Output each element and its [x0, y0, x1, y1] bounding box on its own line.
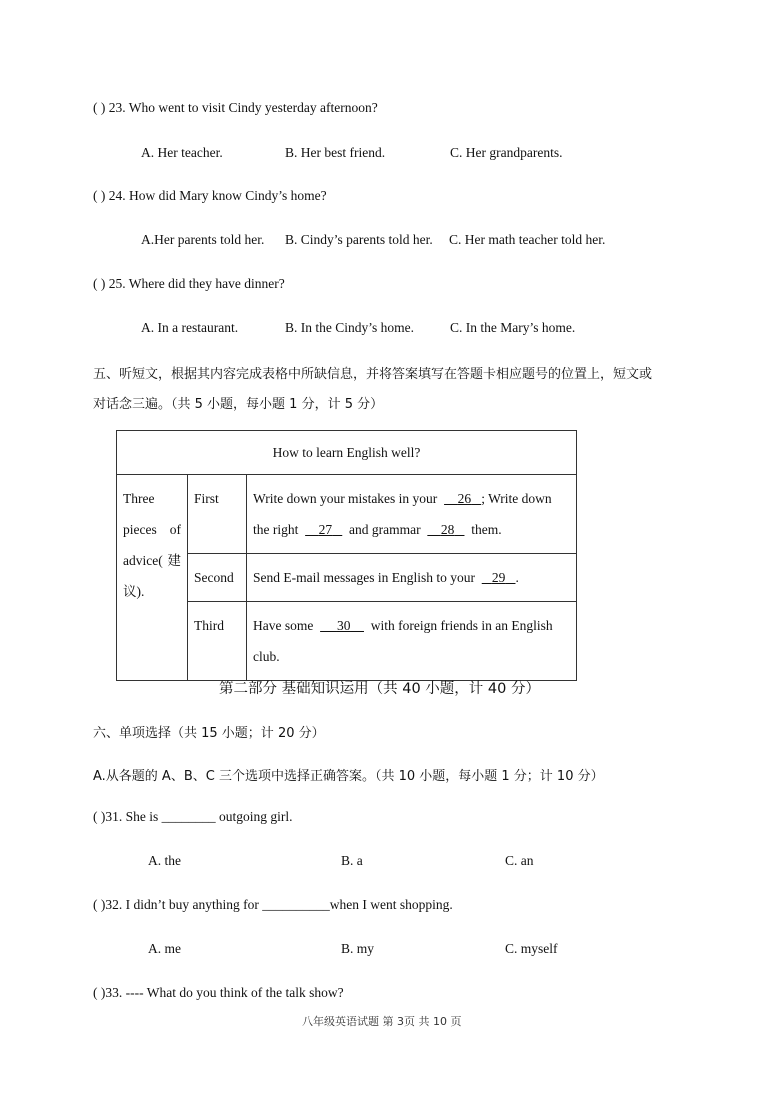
blank-number: 28: [440, 522, 455, 537]
option-b: B. a: [341, 853, 363, 868]
option-c: C. Her math teacher told her.: [449, 232, 606, 247]
answer-paren[interactable]: ( ): [93, 100, 106, 115]
text: with foreign friends in an English club.: [253, 618, 553, 664]
section5-instruction-line1: 五、听短文，根据其内容完成表格中所缺信息，并将答案填写在答题卡相应题号的位置上，短文或: [93, 367, 653, 382]
option-c: C. myself: [505, 941, 558, 956]
row-label-cell: [188, 554, 247, 602]
option-c: C. an: [505, 853, 534, 868]
option-b: B. In the Cindy’s home.: [285, 320, 414, 335]
blank-27[interactable]: [305, 522, 342, 537]
row-label-cell: [188, 602, 247, 681]
question-stem: 24. How did Mary know Cindy’s home?: [108, 188, 327, 203]
advice-table: [116, 430, 577, 681]
blank-number: 30: [336, 618, 351, 633]
blank-29[interactable]: [482, 570, 519, 585]
row-content-first: [247, 475, 576, 553]
answer-paren[interactable]: ( ): [93, 276, 106, 291]
question-33: [93, 985, 344, 1001]
option-a: A. In a restaurant.: [141, 320, 239, 335]
option-a: A. me: [148, 941, 181, 956]
blank-number: 29: [491, 570, 506, 585]
row-content-cell: [247, 475, 577, 554]
answer-paren[interactable]: ( ): [93, 897, 106, 912]
left-header-text: Three pieces of advice( 建议).: [123, 491, 181, 599]
text: Send E-mail messages in English to your: [253, 570, 475, 585]
answer-paren[interactable]: ( ): [93, 188, 106, 203]
question-stem: 31. She is ________ outgoing girl.: [105, 809, 293, 824]
row-content-cell: [247, 602, 577, 681]
section5-instruction-line2: 对话念三遍。（共 5 小题，每小题 1 分，计 5 分）: [93, 397, 384, 412]
question-stem: 33. ---- What do you think of the talk show?: [105, 985, 344, 1000]
answer-paren[interactable]: ( ): [93, 985, 106, 1000]
section6-title: 六、单项选择（共 15 小题；计 20 分）: [93, 726, 325, 741]
row-content-second: [247, 554, 576, 601]
question-25: [93, 276, 285, 292]
question-stem: 25. Where did they have dinner?: [108, 276, 285, 291]
question-stem: 23. Who went to visit Cindy yesterday afternoon?: [108, 100, 378, 115]
question-stem: 32. I didn’t buy anything for __________when I went shopping.: [105, 897, 453, 912]
option-a: A. the: [148, 853, 181, 868]
blank-number: 26: [457, 491, 472, 506]
part2-title: 第二部分 基础知识运用（共 40 小题，计 40 分）: [219, 681, 540, 697]
row-content-third: [247, 602, 576, 680]
section6-instruction: A.从各题的 A、B、C 三个选项中选择正确答案。（共 10 小题，每小题 1 分；计 10 分）: [93, 769, 604, 784]
option-b: B. Her best friend.: [285, 145, 386, 160]
blank-28[interactable]: [427, 522, 464, 537]
row-label-second: Second: [194, 570, 234, 585]
answer-paren[interactable]: ( ): [93, 809, 106, 824]
blank-30[interactable]: [320, 618, 364, 633]
left-header-cell: [117, 475, 188, 681]
option-c: C. Her grandparents.: [450, 145, 563, 160]
blank-number: 27: [318, 522, 333, 537]
text: Have some: [253, 618, 314, 633]
option-a: A.Her parents told her.: [141, 232, 265, 247]
option-c: C. In the Mary’s home.: [450, 320, 576, 335]
row-label-first: First: [194, 491, 219, 506]
question-24: [93, 188, 327, 204]
row-label-cell: [188, 475, 247, 554]
text: and grammar: [349, 522, 421, 537]
option-b: B. my: [341, 941, 375, 956]
text: them.: [471, 522, 502, 537]
row-content-cell: [247, 554, 577, 602]
question-32: [93, 897, 453, 913]
text: ; Write down the right: [253, 491, 552, 537]
option-b: B. Cindy’s parents told her.: [285, 232, 433, 247]
row-label-third: Third: [194, 618, 224, 633]
page-footer: 八年级英语试题 第 3页 共 10 页: [302, 1015, 462, 1028]
option-a: A. Her teacher.: [141, 145, 223, 160]
blank-26[interactable]: [444, 491, 481, 506]
question-31: [93, 809, 293, 825]
question-23: [93, 100, 378, 116]
text: Write down your mistakes in your: [253, 491, 438, 506]
table-title: How to learn English well?: [117, 431, 577, 475]
text: .: [515, 570, 519, 585]
